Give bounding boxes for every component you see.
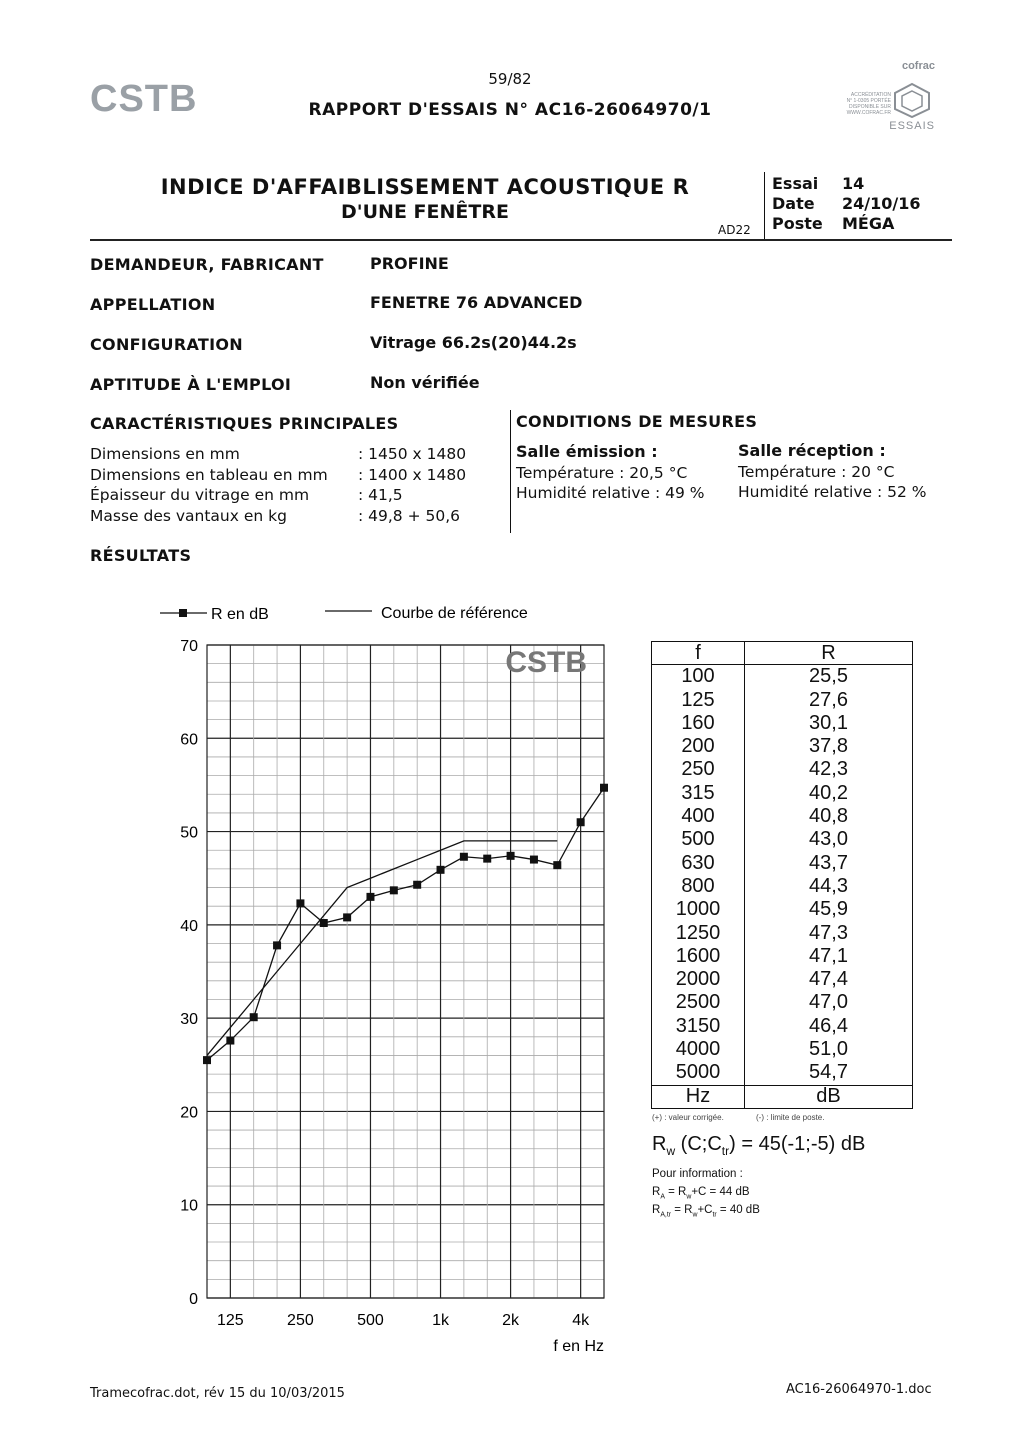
reference-line	[207, 841, 557, 1056]
table-col-r	[745, 642, 912, 1108]
cofrac-essais: ESSAIS	[889, 120, 935, 132]
table-cell-r: 47,0	[809, 991, 848, 1014]
table-header-f: f	[695, 642, 701, 664]
cofrac-name: cofrac	[901, 60, 935, 72]
table-cell-r: 30,1	[809, 711, 848, 734]
reference-curve	[207, 841, 557, 1056]
reception-block	[738, 441, 927, 503]
report-number: RAPPORT D'ESSAIS N° AC16-26064970/1	[308, 100, 712, 120]
table-cell-f: 250	[681, 758, 715, 781]
x-tick-label: 125	[217, 1312, 244, 1329]
table-cell-r: 51,0	[809, 1038, 848, 1061]
title-divider	[764, 172, 765, 240]
table-cell-f: 315	[681, 781, 715, 804]
caracteristiques-title: CARACTÉRISTIQUES PRINCIPALES	[90, 414, 399, 433]
table-cell-r: 44,3	[809, 874, 848, 897]
poste-label: Poste	[772, 214, 823, 233]
r-point	[320, 919, 328, 927]
table-cell-f: 500	[681, 828, 715, 851]
table-cell-r: 43,7	[809, 851, 848, 874]
conditions-title: CONDITIONS DE MESURES	[516, 412, 758, 431]
table-cell-r: 40,2	[809, 781, 848, 804]
table-cell-f: 4000	[675, 1038, 721, 1061]
appellation-label: APPELLATION	[90, 295, 216, 314]
resultats-title: RÉSULTATS	[90, 546, 192, 565]
aptitude-value: Non vérifiée	[370, 373, 480, 392]
poste-value: MÉGA	[842, 214, 895, 233]
x-tick-label: 250	[287, 1312, 314, 1329]
page-number: 59/82	[488, 70, 532, 88]
header-rule	[90, 239, 952, 241]
r-point	[553, 861, 561, 869]
caracteristiques-values	[358, 444, 466, 526]
r-point	[600, 784, 608, 792]
carac-value: : 49,8 + 50,6	[358, 506, 461, 525]
table-cell-r: 45,9	[809, 898, 848, 921]
cofrac-hexagon-icon	[891, 82, 933, 118]
y-tick-label: 60	[180, 731, 198, 749]
y-tick-label: 50	[180, 824, 198, 842]
cofrac-accreditation: ACCRÉDITATION N° 1-0305 PORTÉE DISPONIBLE SUR WWW.COFRAC.FR	[846, 92, 891, 116]
y-tick-label: 0	[189, 1291, 198, 1308]
r-point	[273, 941, 281, 949]
table-cell-f: 2000	[675, 968, 721, 991]
carac-label: Épaisseur du vitrage en mm	[90, 486, 310, 504]
table-cell-f: 2500	[675, 991, 721, 1014]
y-tick-label: 10	[180, 1197, 198, 1215]
r-point	[437, 866, 445, 874]
essai-value: 14	[842, 174, 865, 193]
caracteristiques-labels	[90, 444, 328, 526]
r-point	[460, 853, 468, 861]
table-cell-r: 40,8	[809, 805, 848, 828]
r-point	[343, 913, 351, 921]
y-tick-label: 30	[180, 1011, 198, 1029]
y-tick-label: 40	[180, 917, 198, 935]
chart-watermark: CSTB	[505, 646, 587, 679]
carac-value: : 1450 x 1480	[358, 445, 467, 463]
aptitude-label: APTITUDE À L'EMPLOI	[90, 375, 292, 394]
y-tick-label: 70	[180, 638, 198, 655]
note-limit: (-) : limite de poste.	[756, 1113, 825, 1122]
legend-r: R en dB	[211, 606, 269, 623]
table-cell-r: 27,6	[809, 688, 848, 711]
ratr-line: $R_{A,tr} = R_w+C_{tr} = 40$ dB	[652, 1204, 760, 1219]
test-info	[772, 174, 920, 234]
footer-document: AC16-26064970-1.doc	[786, 1382, 932, 1397]
table-cell-r: 54,7	[809, 1061, 848, 1084]
x-tick-label: 500	[357, 1312, 384, 1329]
x-tick-label: 1k	[432, 1312, 449, 1329]
emission-title: Salle émission :	[516, 442, 658, 461]
table-cell-f: 160	[681, 711, 715, 734]
x-tick-label: 2k	[502, 1312, 520, 1329]
r-point	[483, 855, 491, 863]
table-cell-f: 800	[681, 874, 715, 897]
cstb-logo: CSTB	[90, 78, 198, 120]
date-label: Date	[772, 194, 815, 213]
chart-labels	[160, 605, 604, 1355]
table-unit-f: Hz	[685, 1084, 711, 1107]
r-point	[226, 1037, 234, 1045]
x-tick-label: 4k	[572, 1312, 590, 1329]
emission-temp: Température : 20,5 °C	[516, 463, 688, 482]
chart-grid	[207, 645, 604, 1298]
r-point	[577, 818, 585, 826]
date-value: 24/10/16	[842, 194, 921, 213]
table-cell-f: 400	[681, 805, 715, 828]
r-series	[203, 784, 608, 1064]
table-cell-r: 25,5	[809, 665, 848, 688]
emission-block	[516, 442, 705, 504]
demandeur-label: DEMANDEUR, FABRICANT	[90, 255, 324, 274]
table-cell-r: 43,0	[809, 828, 848, 851]
table-cell-f: 125	[681, 688, 715, 711]
appellation-value: FENETRE 76 ADVANCED	[370, 293, 583, 312]
ra-line: $R_A = R_w+C = 44$ dB	[652, 1186, 750, 1201]
reception-temp: Température : 20 °C	[738, 462, 895, 481]
r-chart	[0, 590, 650, 1370]
y-tick-label: 20	[180, 1104, 198, 1122]
table-cell-r: 46,4	[809, 1014, 848, 1037]
carac-label: Dimensions en tableau en mm	[90, 465, 328, 484]
table-cell-f: 3150	[675, 1014, 721, 1037]
table-cell-f: 1600	[675, 944, 721, 967]
carac-label: Masse des vantaux en kg	[90, 506, 287, 525]
form-code: AD22	[718, 223, 751, 237]
demandeur-value: PROFINE	[370, 254, 449, 273]
table-cell-r: 47,1	[809, 944, 848, 967]
r-point	[413, 881, 421, 889]
legend-marker-point	[179, 609, 187, 617]
table-cell-r: 47,4	[809, 968, 848, 991]
r-point	[530, 856, 538, 864]
carac-value: : 41,5	[358, 486, 403, 504]
table-cell-f: 100	[681, 665, 715, 688]
ratr-value: = 40 dB	[719, 1204, 760, 1216]
rw-value: = 45(-1;-5) dB	[741, 1133, 866, 1155]
carac-value: : 1400 x 1480	[358, 465, 467, 484]
table-header-r: R	[821, 642, 836, 664]
configuration-value: Vitrage 66.2s(20)44.2s	[370, 333, 577, 352]
table-cell-r: 47,3	[809, 921, 848, 944]
carac-label: Dimensions en mm	[90, 445, 240, 463]
table-unit-r: dB	[816, 1084, 841, 1107]
rw-result: $R_w$ $(C;C_{tr})$ = 45(-1;-5) dB	[652, 1133, 866, 1158]
plot-frame	[207, 645, 604, 1298]
r-point	[366, 893, 374, 901]
r-line	[207, 788, 604, 1060]
page-title: INDICE D'AFFAIBLISSEMENT ACOUSTIQUE R	[160, 175, 690, 199]
cofrac-logo	[845, 60, 935, 135]
legend-ref: Courbe de référence	[381, 605, 528, 622]
table-cell-f: 1250	[675, 921, 721, 944]
r-point	[250, 1013, 258, 1021]
r-point	[203, 1056, 211, 1064]
emission-hum: Humidité relative : 49 %	[516, 484, 705, 502]
table-col-f	[652, 642, 744, 1108]
table-cell-r: 37,8	[809, 735, 848, 758]
table-cell-r: 42,3	[809, 758, 848, 781]
table-cell-f: 1000	[675, 898, 721, 921]
reception-hum: Humidité relative : 52 %	[738, 483, 927, 501]
r-point	[296, 899, 304, 907]
ra-value: = 44 dB	[709, 1186, 750, 1198]
x-axis-label: f en Hz	[553, 1338, 604, 1355]
r-point	[507, 852, 515, 860]
table-cell-f: 630	[681, 851, 715, 874]
results-table	[651, 641, 913, 1109]
table-cell-f: 200	[681, 735, 715, 758]
table-cell-f: 5000	[675, 1061, 721, 1084]
reception-title: Salle réception :	[738, 441, 886, 460]
configuration-label: CONFIGURATION	[90, 335, 243, 354]
r-point	[390, 886, 398, 894]
page-subtitle: D'UNE FENÊTRE	[341, 201, 509, 223]
info-title: Pour information :	[652, 1168, 743, 1180]
note-corrected: (+) : valeur corrigée.	[652, 1113, 724, 1122]
essai-label: Essai	[772, 174, 819, 193]
section-divider	[510, 410, 511, 533]
footer-template: Tramecofrac.dot, rév 15 du 10/03/2015	[90, 1386, 345, 1401]
